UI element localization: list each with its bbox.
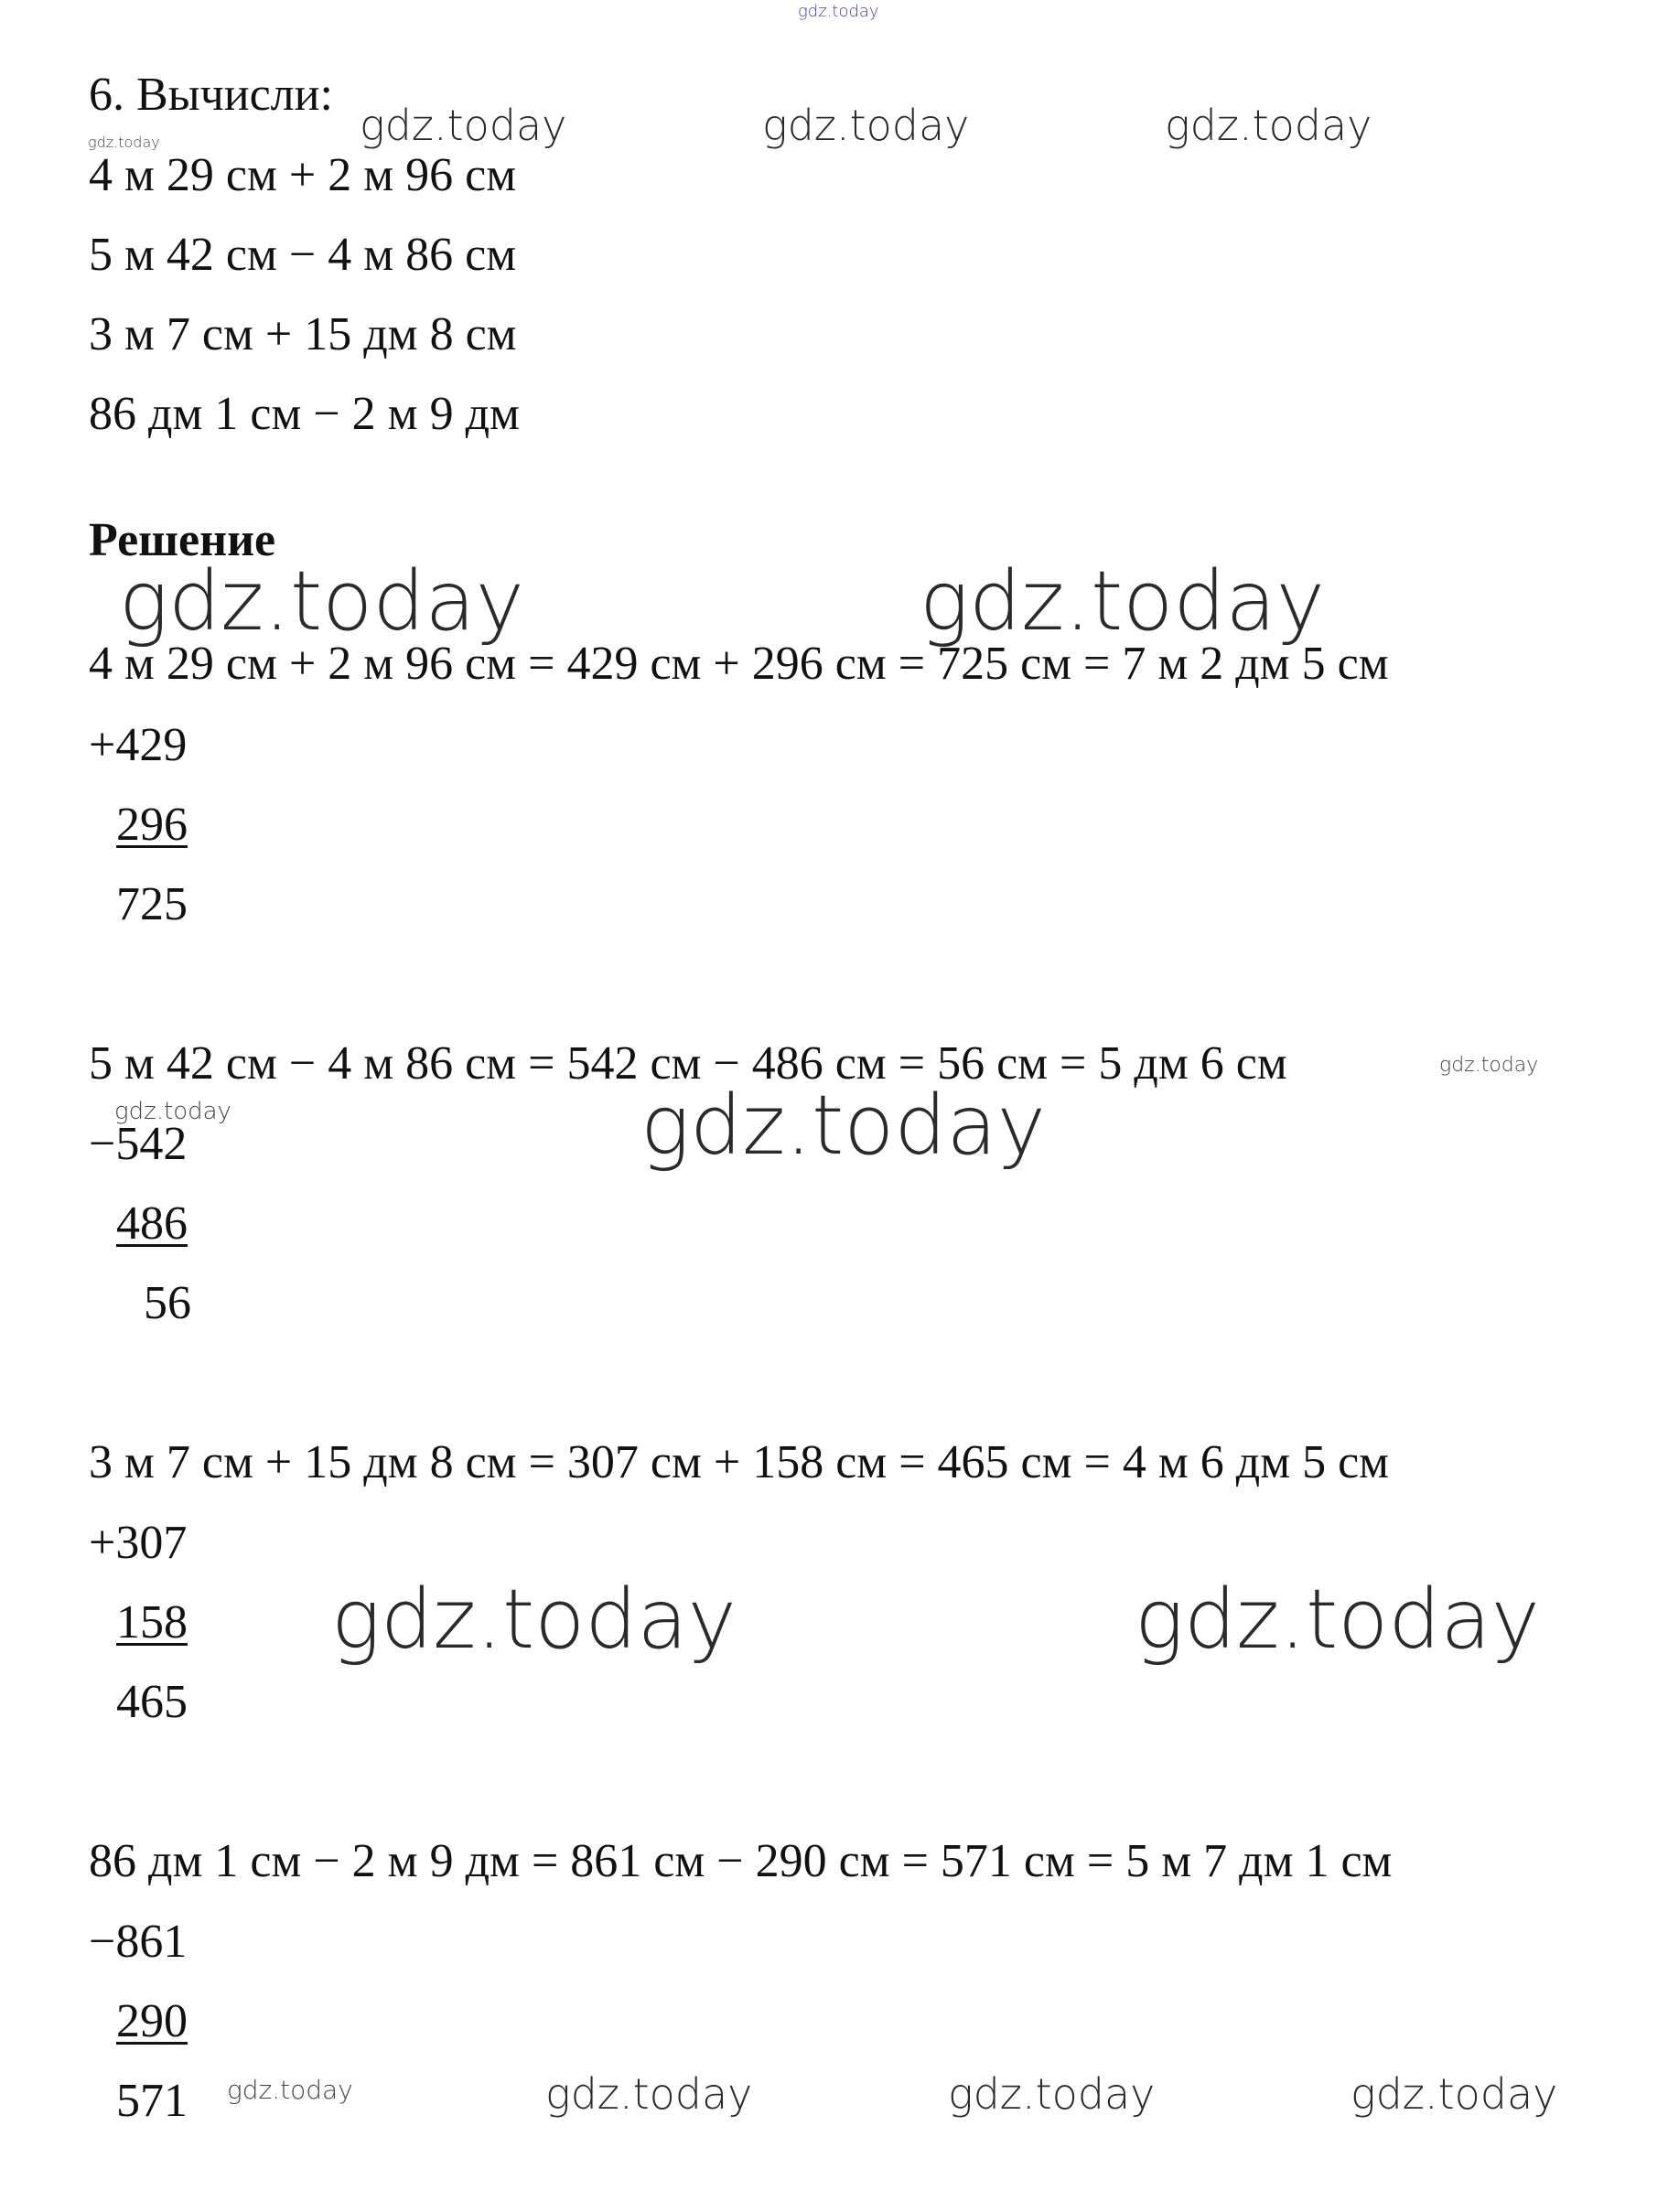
watermark: gdz.today: [227, 2075, 353, 2105]
column-second-2: 486: [116, 1197, 188, 1250]
task-item-2: 5 м 42 см − 4 м 86 см: [89, 229, 517, 281]
watermark: gdz.today: [798, 2, 879, 21]
solution-equation-3: 3 м 7 см + 15 дм 8 см = 307 см + 158 см = 465 см = 4 м 6 дм 5 см: [89, 1436, 1390, 1488]
watermark: gdz.today: [1351, 2069, 1558, 2119]
task-item-1: 4 м 29 см + 2 м 96 см: [89, 149, 517, 201]
column-operand-1: +429: [89, 719, 188, 771]
column-second-4: 290: [116, 1995, 188, 2047]
column-second-1: 296: [116, 799, 188, 851]
task-title: 6. Вычисли:: [89, 69, 333, 121]
watermark: gdz.today: [114, 1098, 231, 1125]
solution-heading: Решение: [89, 514, 276, 566]
watermark: gdz.today: [1135, 1572, 1540, 1668]
task-item-3: 3 м 7 см + 15 дм 8 см: [89, 308, 517, 360]
solution-equation-2: 5 м 42 см − 4 м 86 см = 542 см − 486 см = 56 см = 5 дм 6 см: [89, 1037, 1287, 1090]
watermark: gdz.today: [640, 1078, 1046, 1174]
column-second-3: 158: [116, 1596, 188, 1648]
solution-equation-4: 86 дм 1 см − 2 м 9 дм = 861 см − 290 см = 571 см = 5 м 7 дм 1 см: [89, 1835, 1393, 1887]
watermark: gdz.today: [1439, 1054, 1539, 1077]
watermark: gdz.today: [88, 134, 160, 151]
task-item-4: 86 дм 1 см − 2 м 9 дм: [89, 388, 520, 440]
column-result-3: 465: [116, 1676, 188, 1728]
solution-equation-1: 4 м 29 см + 2 м 96 см = 429 см + 296 см = 725 см = 7 м 2 дм 5 см: [89, 638, 1389, 690]
column-operand-2: −542: [89, 1118, 188, 1170]
watermark: gdz.today: [360, 101, 567, 150]
column-operand-3: +307: [89, 1517, 188, 1569]
watermark: gdz.today: [331, 1572, 737, 1668]
watermark: gdz.today: [119, 553, 524, 650]
watermark: gdz.today: [948, 2069, 1156, 2119]
column-result-2: 56: [144, 1277, 191, 1329]
column-operand-4: −861: [89, 1916, 188, 1968]
watermark: gdz.today: [762, 101, 970, 150]
watermark: gdz.today: [920, 553, 1325, 650]
watermark: gdz.today: [1165, 101, 1372, 150]
watermark: gdz.today: [545, 2069, 753, 2119]
column-result-1: 725: [116, 878, 188, 930]
column-result-4: 571: [116, 2075, 188, 2127]
